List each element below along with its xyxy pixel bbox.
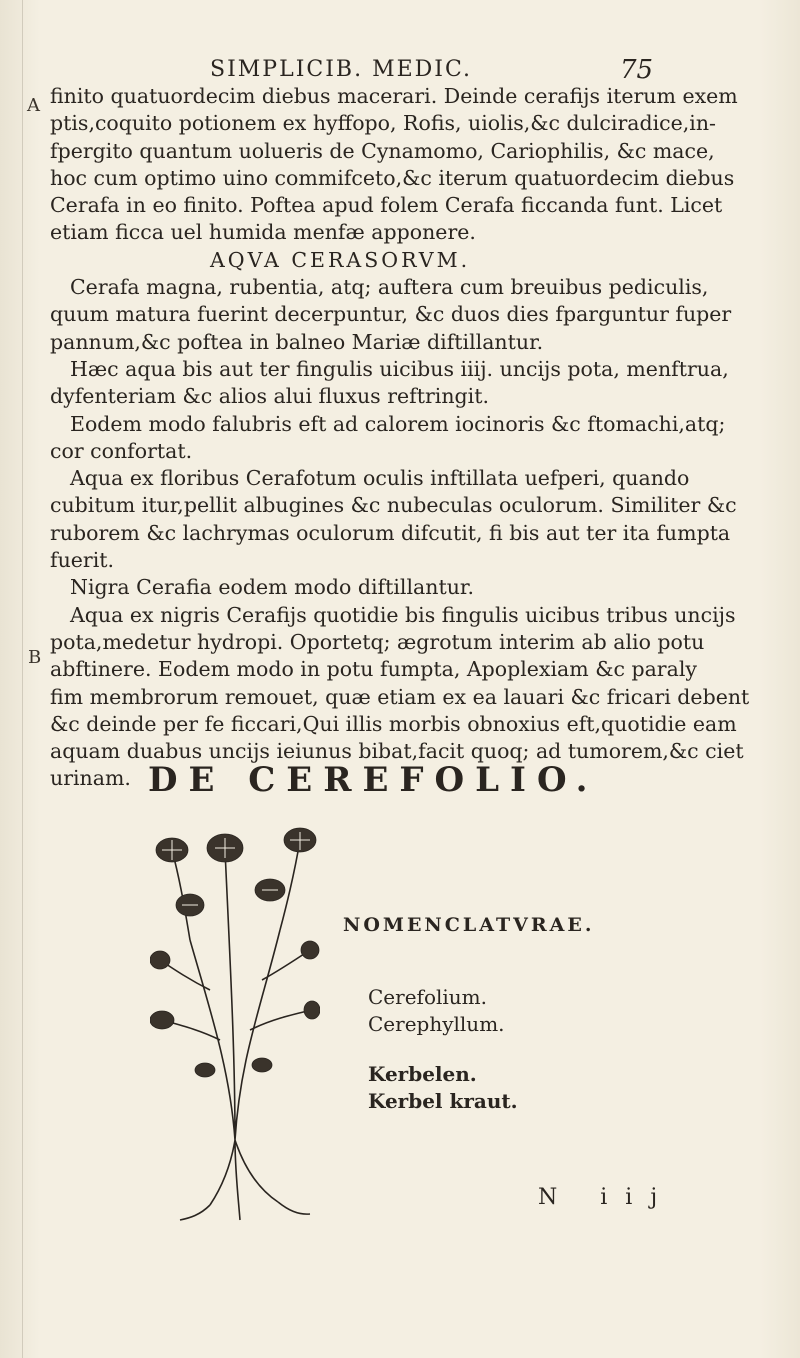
chervil-plant-woodcut (150, 810, 320, 1230)
text-line: ptis,coquito potionem ex hyffopo, Rofis, uiolis,&c dulciradice,in- (50, 111, 716, 136)
text-line: Cerafa in eo finito. Poftea apud folem Cerafa ficcanda funt. Licet (50, 193, 723, 218)
text-line: urinam. (50, 766, 131, 791)
nomenclature-title: NOMENCLATVRAE. (343, 914, 595, 936)
page-edge-shadow (22, 0, 23, 1358)
german-name: Kerbelen. (368, 1062, 477, 1086)
german-name: Kerbel kraut. (368, 1089, 518, 1113)
text-line: abftinere. Eodem modo in potu fumpta, Apoplexiam &c paraly (50, 657, 697, 682)
text-line: fpergito quantum uolueris de Cynamomo, Cariophilis, &c mace, (50, 138, 715, 163)
text-line: pannum,&c poftea in balneo Mariæ diftillantur. (50, 329, 544, 354)
text-line: ruborem &c lachrymas oculorum difcutit, fi bis aut ter ita fumpta (50, 520, 731, 545)
german-names (368, 1061, 518, 1115)
signature-mark: N iij (538, 1185, 676, 1210)
text-line: aquam duabus uncijs ieiunus bibat,facit quoq; ad tumorem,&c ciet (50, 739, 744, 764)
subheading-aqua-cerasorum: AQVA CERASORVM. (210, 247, 471, 272)
text-line: Eodem modo falubris eft ad calorem iocinoris &c ftomachi,atq; (70, 411, 726, 436)
body-text (50, 83, 750, 793)
margin-letter-a: A (27, 95, 40, 116)
running-title: SIMPLICIB. MEDIC. (210, 57, 473, 82)
margin-letter-b: B (28, 647, 42, 668)
section-title: DE CEREFOLIO. (148, 760, 599, 800)
page-number: 75 (620, 55, 654, 85)
text-line: finito quatuordecim diebus macerari. Deinde cerafijs iterum exem (50, 84, 738, 108)
latin-names (368, 984, 505, 1038)
text-line: cubitum itur,pellit albugines &c nubeculas oculorum. Similiter &c (50, 493, 737, 518)
text-line: Hæc aqua bis aut ter fingulis uicibus iiij. uncijs pota, menftrua, (70, 356, 729, 381)
text-line: cor confortat. (50, 438, 193, 463)
text-line: dyfenteriam &c alios alui fluxus reftringit. (50, 384, 489, 409)
text-line: fim membrorum remouet, quæ etiam ex ea lauari &c fricari debent (50, 684, 750, 709)
text-line: Cerafa magna, rubentia, atq; auftera cum breuibus pediculis, (70, 275, 709, 300)
text-line: pota,medetur hydropi. Oportetq; ægrotum interim ab alio potu (50, 629, 705, 654)
text-line: Aqua ex floribus Cerafotum oculis inftillata uefperi, quando (70, 466, 690, 491)
text-line: &c deinde per fe ficcari,Qui illis morbis obnoxius eft,quotidie eam (50, 711, 737, 736)
latin-name: Cerephyllum. (368, 1012, 505, 1036)
text-line: etiam ficca uel humida menfæ apponere. (50, 220, 476, 245)
text-line: Nigra Cerafia eodem modo diftillantur. (70, 575, 474, 600)
latin-name: Cerefolium. (368, 985, 487, 1009)
text-line: fuerit. (50, 548, 115, 573)
text-line: quum matura fuerint decerpuntur, &c duos dies fparguntur fuper (50, 302, 732, 327)
text-line: hoc cum optimo uino commifceto,&c iterum quatuordecim diebus (50, 165, 735, 190)
text-line: Aqua ex nigris Cerafijs quotidie bis fingulis uicibus tribus uncijs (70, 602, 736, 627)
